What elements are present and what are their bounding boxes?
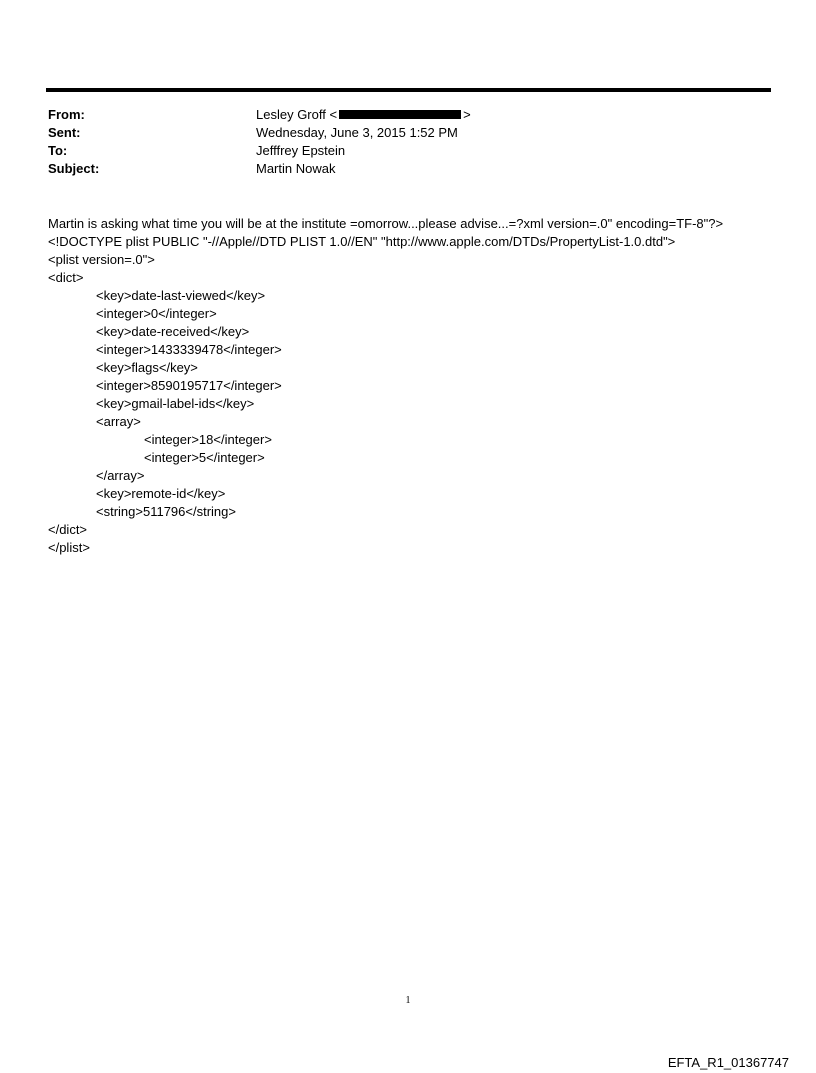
body-line: <integer>18</integer> [144,432,272,447]
body-line: </array> [96,468,145,483]
body-line: <string>511796</string> [96,504,236,519]
document-id: EFTA_R1_01367747 [667,1055,789,1070]
page-number: 1 [405,995,411,1006]
body-line: </dict> [48,522,88,537]
from-row [48,106,748,124]
subject-value: Martin Nowak [256,161,336,176]
to-label: To: [48,143,68,158]
email-body [48,215,778,557]
to-value: Jefffrey Epstein [256,143,346,158]
top-divider [46,88,771,92]
body-line: <!DOCTYPE plist PUBLIC "-//Apple//DTD PLIST 1.0//EN" "http://www.apple.com/DTDs/PropertyList-1.0.dtd"> [48,234,676,249]
body-line: <integer>5</integer> [144,450,265,465]
body-line: <integer>1433339478</integer> [96,342,282,357]
body-line: <key>remote-id</key> [96,486,226,501]
body-line: Martin is asking what time you will be at the institute =omorrow...please advise...=?xml version=.0" encoding=TF-8"?> [48,216,724,231]
sent-row [48,124,748,142]
body-line: <array> [96,414,141,429]
subject-label: Subject: [48,161,100,176]
body-line: </plist> [48,540,90,555]
body-line: <key>date-received</key> [96,324,250,339]
subject-row [48,160,748,178]
email-header [48,106,748,178]
body-line: <key>gmail-label-ids</key> [96,396,255,411]
sent-label: Sent: [48,125,81,140]
body-line: <integer>8590195717</integer> [96,378,282,393]
body-line: <key>flags</key> [96,360,198,375]
from-label: From: [48,107,85,122]
sender-close-bracket: > [463,107,471,122]
from-value [256,106,471,124]
sender-name: Lesley Groff < [256,107,338,122]
body-line: <integer>0</integer> [96,306,217,321]
sent-value: Wednesday, June 3, 2015 1:52 PM [256,125,458,140]
to-row [48,142,748,160]
body-line: <key>date-last-viewed</key> [96,288,266,303]
redacted-email-address [339,110,461,119]
body-line: <dict> [48,270,84,285]
body-line: <plist version=.0"> [48,252,155,267]
